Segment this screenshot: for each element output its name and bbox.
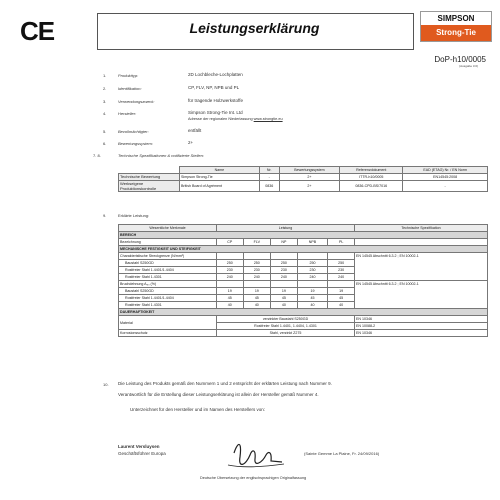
item-address — [188, 117, 283, 121]
cell: 45 — [271, 295, 298, 302]
cell: 250 — [297, 260, 328, 267]
dop-number: DoP-h10/0005 — [434, 55, 486, 64]
perf-head-feature: Wesentliche Merkmale — [119, 225, 217, 232]
table-row — [119, 316, 488, 323]
page-title: Leistungserklärung — [189, 20, 320, 36]
cell: 40 — [243, 302, 271, 309]
spec-cell: 2+ — [279, 174, 340, 181]
perf-durability: DAUERHAFTIGKEIT — [119, 309, 488, 316]
ce-mark: CE — [20, 16, 55, 46]
simpson-logo — [420, 11, 492, 42]
item-number: 6. — [103, 141, 107, 146]
row-label: Rostfreier Stahl 1.4301 — [119, 302, 217, 309]
item-value: Simpson Strong-Tie Int. Ltd — [188, 110, 243, 115]
spec-head-nr: Nr. — [259, 167, 279, 174]
place-date: (Sainte Gemme La Plaine, Fr. 24/09/2016) — [304, 451, 380, 456]
address-text: Adresse der regionalen Niederlassung — [188, 117, 253, 121]
cell: 45 — [297, 295, 328, 302]
material-spec: EN 10088-2 — [355, 323, 488, 330]
elong-spec: EN 14545 Abschnitt 6.3.2 ; EN 10002-1 — [355, 281, 488, 309]
perf-empty — [355, 239, 488, 246]
cell: 230 — [297, 267, 328, 274]
item-value: entfällt — [188, 128, 202, 133]
item-value: 2+ — [188, 140, 194, 145]
corrosion-value: Stahl, verzinkt Z275 — [217, 330, 355, 337]
cell: 19 — [217, 288, 244, 295]
material-value: Rostfreier Stahl 1.4401, 1.4404, 1.4301 — [217, 323, 355, 330]
table-row — [119, 239, 488, 246]
item-label: Bevollmächtigter: — [118, 129, 149, 134]
cell: 240 — [297, 274, 328, 281]
elong-title: Bruchdehnung A₈₀ (%) — [119, 281, 217, 288]
item-value: 2D Lochbleche-Lochplatten — [188, 72, 243, 77]
item10-number: 10. — [103, 382, 109, 387]
strength-spec: EN 14545 Abschnitt 6.3.2 ; EN 10002-1 — [355, 253, 488, 281]
cell: 40 — [217, 302, 244, 309]
spec-cell: - — [403, 181, 488, 192]
logo-top-text: SIMPSON — [421, 12, 491, 25]
cell: 240 — [243, 274, 271, 281]
performance-table — [118, 224, 488, 337]
spec-row-label: Technische Bewertung — [119, 174, 180, 181]
material-label: Material — [119, 316, 217, 330]
perf-mech: MECHANISCHE FESTIGKEIT UND STEIFIGKEIT — [119, 246, 488, 253]
cell: 19 — [328, 288, 355, 295]
item-label: Technische Spezifikationen & notifizierte Stellen: — [118, 153, 204, 158]
cell: 19 — [297, 288, 328, 295]
cell: 40 — [271, 302, 298, 309]
table-row — [119, 181, 488, 192]
cell: 230 — [217, 267, 244, 274]
spec-cell: ITTR-h10/0005 — [340, 174, 403, 181]
table-row — [119, 281, 488, 288]
footer-line2: Verantwortlich für die Erstellung dieser Leistungserklärung ist allein der Hersteller gemäß Nummer 4. — [118, 392, 319, 397]
signer-role: Geschäftsführer Europa — [118, 451, 166, 456]
perf-bereich: BEREICH — [119, 232, 488, 239]
table-row — [119, 253, 488, 260]
cell: 230 — [328, 267, 355, 274]
item-label: Verwendungszweck: — [118, 99, 155, 104]
item-number: 7. 8. — [93, 153, 101, 158]
cell: 240 — [328, 274, 355, 281]
item-number: 4. — [103, 111, 107, 116]
footer-line1: Die Leistung des Produkts gemäß den Nummern 1 und 2 entspricht der erklärten Leistung nach Nummer 9. — [118, 381, 332, 386]
cell: 40 — [297, 302, 328, 309]
cell: 250 — [328, 260, 355, 267]
product-np: NP — [271, 239, 298, 246]
translation-note: Deutsche Übersetzung der englischsprachigen Originalfassung — [200, 476, 307, 480]
footer-line3: Unterzeichnet für den Hersteller und im Namen des Herstellers von: — [130, 407, 266, 412]
spec-head-name: Name — [180, 167, 260, 174]
item-number: 5. — [103, 129, 107, 134]
cell: 230 — [271, 267, 298, 274]
row-label: Rostfreier Stahl 1.4301 — [119, 274, 217, 281]
cell: 45 — [217, 295, 244, 302]
cell: 45 — [243, 295, 271, 302]
material-spec: EN 10346 — [355, 316, 488, 323]
item-label: Identifikation: — [118, 86, 142, 91]
cell: 230 — [243, 267, 271, 274]
spec-cell: 2+ — [279, 181, 340, 192]
perf-head-spec: Technische Spezifikation — [355, 225, 488, 232]
spec-corner — [119, 167, 180, 174]
spec-row-label: Werkseigene Produktionskontrolle — [119, 181, 180, 192]
product-cp: CP — [217, 239, 244, 246]
cell: 19 — [243, 288, 271, 295]
dop-issue: (Ausgabe 3.0) — [459, 64, 478, 68]
cell: 240 — [217, 274, 244, 281]
spec-head-ead: EAD (ETAG) Nr. / EN Norm — [403, 167, 488, 174]
item-label: Produkttyp: — [118, 73, 139, 78]
cell: 250 — [243, 260, 271, 267]
cell: 45 — [328, 295, 355, 302]
item-number: 1. — [103, 73, 107, 78]
cell: 240 — [271, 274, 298, 281]
item-number: 3. — [103, 99, 107, 104]
item-value: für tragende Holzwerkstoffe — [188, 98, 243, 103]
signer-name: Laurent Versluysen — [118, 444, 160, 449]
product-npb: NPB — [297, 239, 328, 246]
spec-cell: Simpson Strong-Tie — [180, 174, 260, 181]
cell: 40 — [328, 302, 355, 309]
table-row — [119, 330, 488, 337]
strongtie-link[interactable]: www.strongtie.eu — [253, 117, 283, 121]
spec-cell: 0836-CPD-BS/7016 — [340, 181, 403, 192]
signature-image — [222, 435, 292, 475]
section9-number: 9. — [103, 213, 107, 218]
row-label: Baustahl S250GD — [119, 260, 217, 267]
perf-bezeichnung: Bezeichnung — [119, 239, 217, 246]
section9-label: Erklärte Leistung: — [118, 213, 150, 218]
product-pl: PL — [328, 239, 355, 246]
row-label: Rostfreier Stahl 1.4401/1.4404 — [119, 295, 217, 302]
item-number: 2. — [103, 86, 107, 91]
row-label: Rostfreier Stahl 1.4401/1.4404 — [119, 267, 217, 274]
spec-table — [118, 166, 488, 192]
product-flv: FLV — [243, 239, 271, 246]
strength-title: Charakteristische Streckgrenze (N/mm²) — [119, 253, 217, 260]
cell: 250 — [271, 260, 298, 267]
item-label: Hersteller: — [118, 111, 137, 116]
spec-cell: 0836 — [259, 181, 279, 192]
perf-head-perf: Leistung — [217, 225, 355, 232]
material-value: verzinkter Baustahl S250GD — [217, 316, 355, 323]
item-label: Bewertungssystem: — [118, 141, 153, 146]
cell: 19 — [271, 288, 298, 295]
spec-head-ref: Referenzdokument — [340, 167, 403, 174]
row-label: Baustahl S250GD — [119, 288, 217, 295]
logo-bottom-text: Strong-Tie — [421, 25, 491, 41]
spec-cell: EN14545:2008 — [403, 174, 488, 181]
spec-cell: British Board of Agrément — [180, 181, 260, 192]
corrosion-label: Korrosionsschutz — [119, 330, 217, 337]
cell: 250 — [217, 260, 244, 267]
corrosion-spec: EN 10346 — [355, 330, 488, 337]
spec-cell: - — [259, 174, 279, 181]
spec-head-system: Bewertungssystem — [279, 167, 340, 174]
item-value: CP, FLV, NP, NPB und PL — [188, 85, 240, 90]
table-row — [119, 174, 488, 181]
